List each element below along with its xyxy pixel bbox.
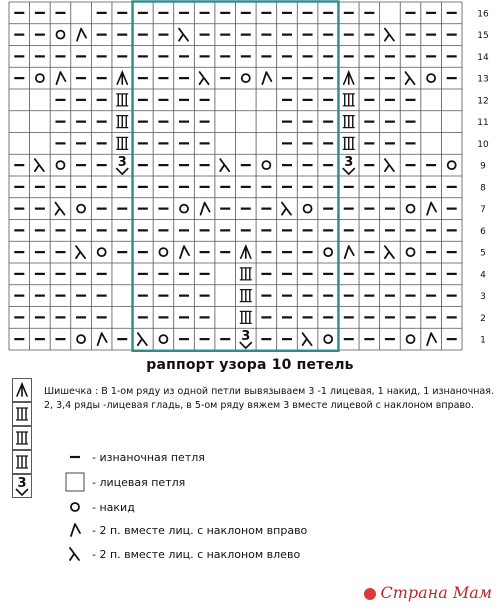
bobble-open-symbol: 3 — [117, 155, 127, 171]
legend-symbol-icon — [60, 543, 90, 565]
legend-text: - накид — [92, 500, 135, 514]
knit-symbol — [66, 473, 84, 491]
row-number-label: 6 — [480, 226, 486, 237]
bobble-close-symbol — [344, 72, 354, 84]
decrease-left-symbol — [385, 159, 394, 171]
row-number-label: 1 — [480, 335, 486, 346]
decrease-left-symbol — [138, 333, 147, 345]
yarn-over-symbol — [324, 248, 332, 256]
decrease-left-symbol — [35, 159, 44, 171]
yarn-over-symbol — [77, 205, 85, 213]
yarn-over-symbol — [159, 335, 167, 343]
decrease-right-symbol — [345, 246, 354, 258]
decrease-left-symbol — [55, 203, 64, 215]
legend-symbol-icon — [60, 496, 90, 518]
yarn-over-symbol — [242, 74, 250, 82]
bobble-open-symbol: 3 — [17, 476, 27, 491]
legend-item — [60, 446, 205, 468]
bobble-symbol-stack-icon — [12, 378, 32, 498]
yarn-over-symbol — [407, 248, 415, 256]
yarn-over-symbol — [448, 161, 456, 169]
repeat-caption: раппорт узора 10 петель — [146, 357, 354, 373]
yarn-over-symbol — [71, 503, 79, 511]
decrease-left-symbol — [282, 203, 291, 215]
legend-text: - изнаночная петля — [92, 450, 205, 464]
row-number-label: 11 — [477, 118, 489, 129]
decrease-right-symbol — [77, 29, 86, 41]
yarn-over-symbol — [304, 205, 312, 213]
bobble-close-symbol — [17, 384, 27, 396]
row-number-label: 10 — [477, 139, 489, 150]
legend-symbol-icon — [60, 471, 90, 493]
decrease-left-symbol — [76, 246, 85, 258]
row-number-label: 4 — [480, 270, 486, 281]
legend-item — [60, 471, 185, 493]
yarn-over-symbol — [56, 31, 64, 39]
bobble-open-symbol: 3 — [344, 155, 354, 171]
yarn-over-symbol — [407, 205, 415, 213]
yarn-over-symbol — [324, 335, 332, 343]
decrease-left-symbol — [179, 29, 188, 41]
row-number-label: 9 — [480, 161, 486, 172]
legend-text: - 2 п. вместе лиц. с наклоном вправо — [92, 523, 308, 537]
bobble-close-symbol — [241, 246, 251, 258]
legend-symbol-icon — [60, 446, 90, 468]
row-number-label: 14 — [477, 52, 489, 63]
watermark-logo-icon — [364, 588, 376, 600]
row-number-label: 7 — [480, 205, 486, 216]
yarn-over-symbol — [98, 248, 106, 256]
yarn-over-symbol — [180, 205, 188, 213]
row-number-label: 2 — [480, 313, 486, 324]
yarn-over-symbol — [262, 161, 270, 169]
decrease-left-symbol — [385, 29, 394, 41]
decrease-right-symbol — [71, 524, 80, 536]
yarn-over-symbol — [77, 335, 85, 343]
legend-symbol-icon — [60, 519, 90, 541]
decrease-left-symbol — [406, 72, 415, 84]
chart-grid — [9, 2, 462, 350]
row-number-label: 12 — [477, 96, 489, 107]
yarn-over-symbol — [407, 335, 415, 343]
row-number-label: 5 — [480, 248, 486, 259]
decrease-right-symbol — [427, 203, 436, 215]
decrease-right-symbol — [180, 246, 189, 258]
decrease-right-symbol — [427, 333, 436, 345]
decrease-right-symbol — [262, 72, 271, 84]
row-number-label: 8 — [480, 183, 486, 194]
bobble-open-symbol: 3 — [241, 329, 251, 345]
yarn-over-symbol — [427, 74, 435, 82]
legend-item — [60, 519, 307, 541]
decrease-left-symbol — [220, 159, 229, 171]
legend-text: - 2 п. вместе лиц. с наклоном влево — [92, 547, 301, 561]
legend-item — [60, 543, 300, 565]
watermark — [364, 583, 492, 602]
decrease-left-symbol — [385, 246, 394, 258]
decrease-right-symbol — [56, 72, 65, 84]
decrease-right-symbol — [98, 333, 107, 345]
decrease-left-symbol — [200, 72, 209, 84]
bobble-close-symbol — [117, 72, 127, 84]
decrease-left-symbol — [70, 548, 79, 560]
row-number-label: 15 — [477, 31, 489, 42]
row-number-label: 16 — [477, 9, 489, 20]
legend-text: - лицевая петля — [92, 475, 186, 489]
yarn-over-symbol — [56, 161, 64, 169]
yarn-over-symbol — [36, 74, 44, 82]
legend-item — [60, 496, 135, 518]
bobble-description: Шишечка : В 1-ом ряду из одной петли вывязываем 3 -1 лицевая, 1 накид, 1 изнаночная. 2, 3,4 ряды -лицевая гладь, в 5-ом ряду вяжем 3 вместе лицевой с наклоном вправо. — [44, 386, 494, 411]
yarn-over-symbol — [159, 248, 167, 256]
row-number-label: 3 — [480, 292, 486, 303]
row-number-label: 13 — [477, 74, 489, 85]
decrease-right-symbol — [201, 203, 210, 215]
watermark-text: Страна Мам — [380, 583, 492, 602]
decrease-left-symbol — [303, 333, 312, 345]
